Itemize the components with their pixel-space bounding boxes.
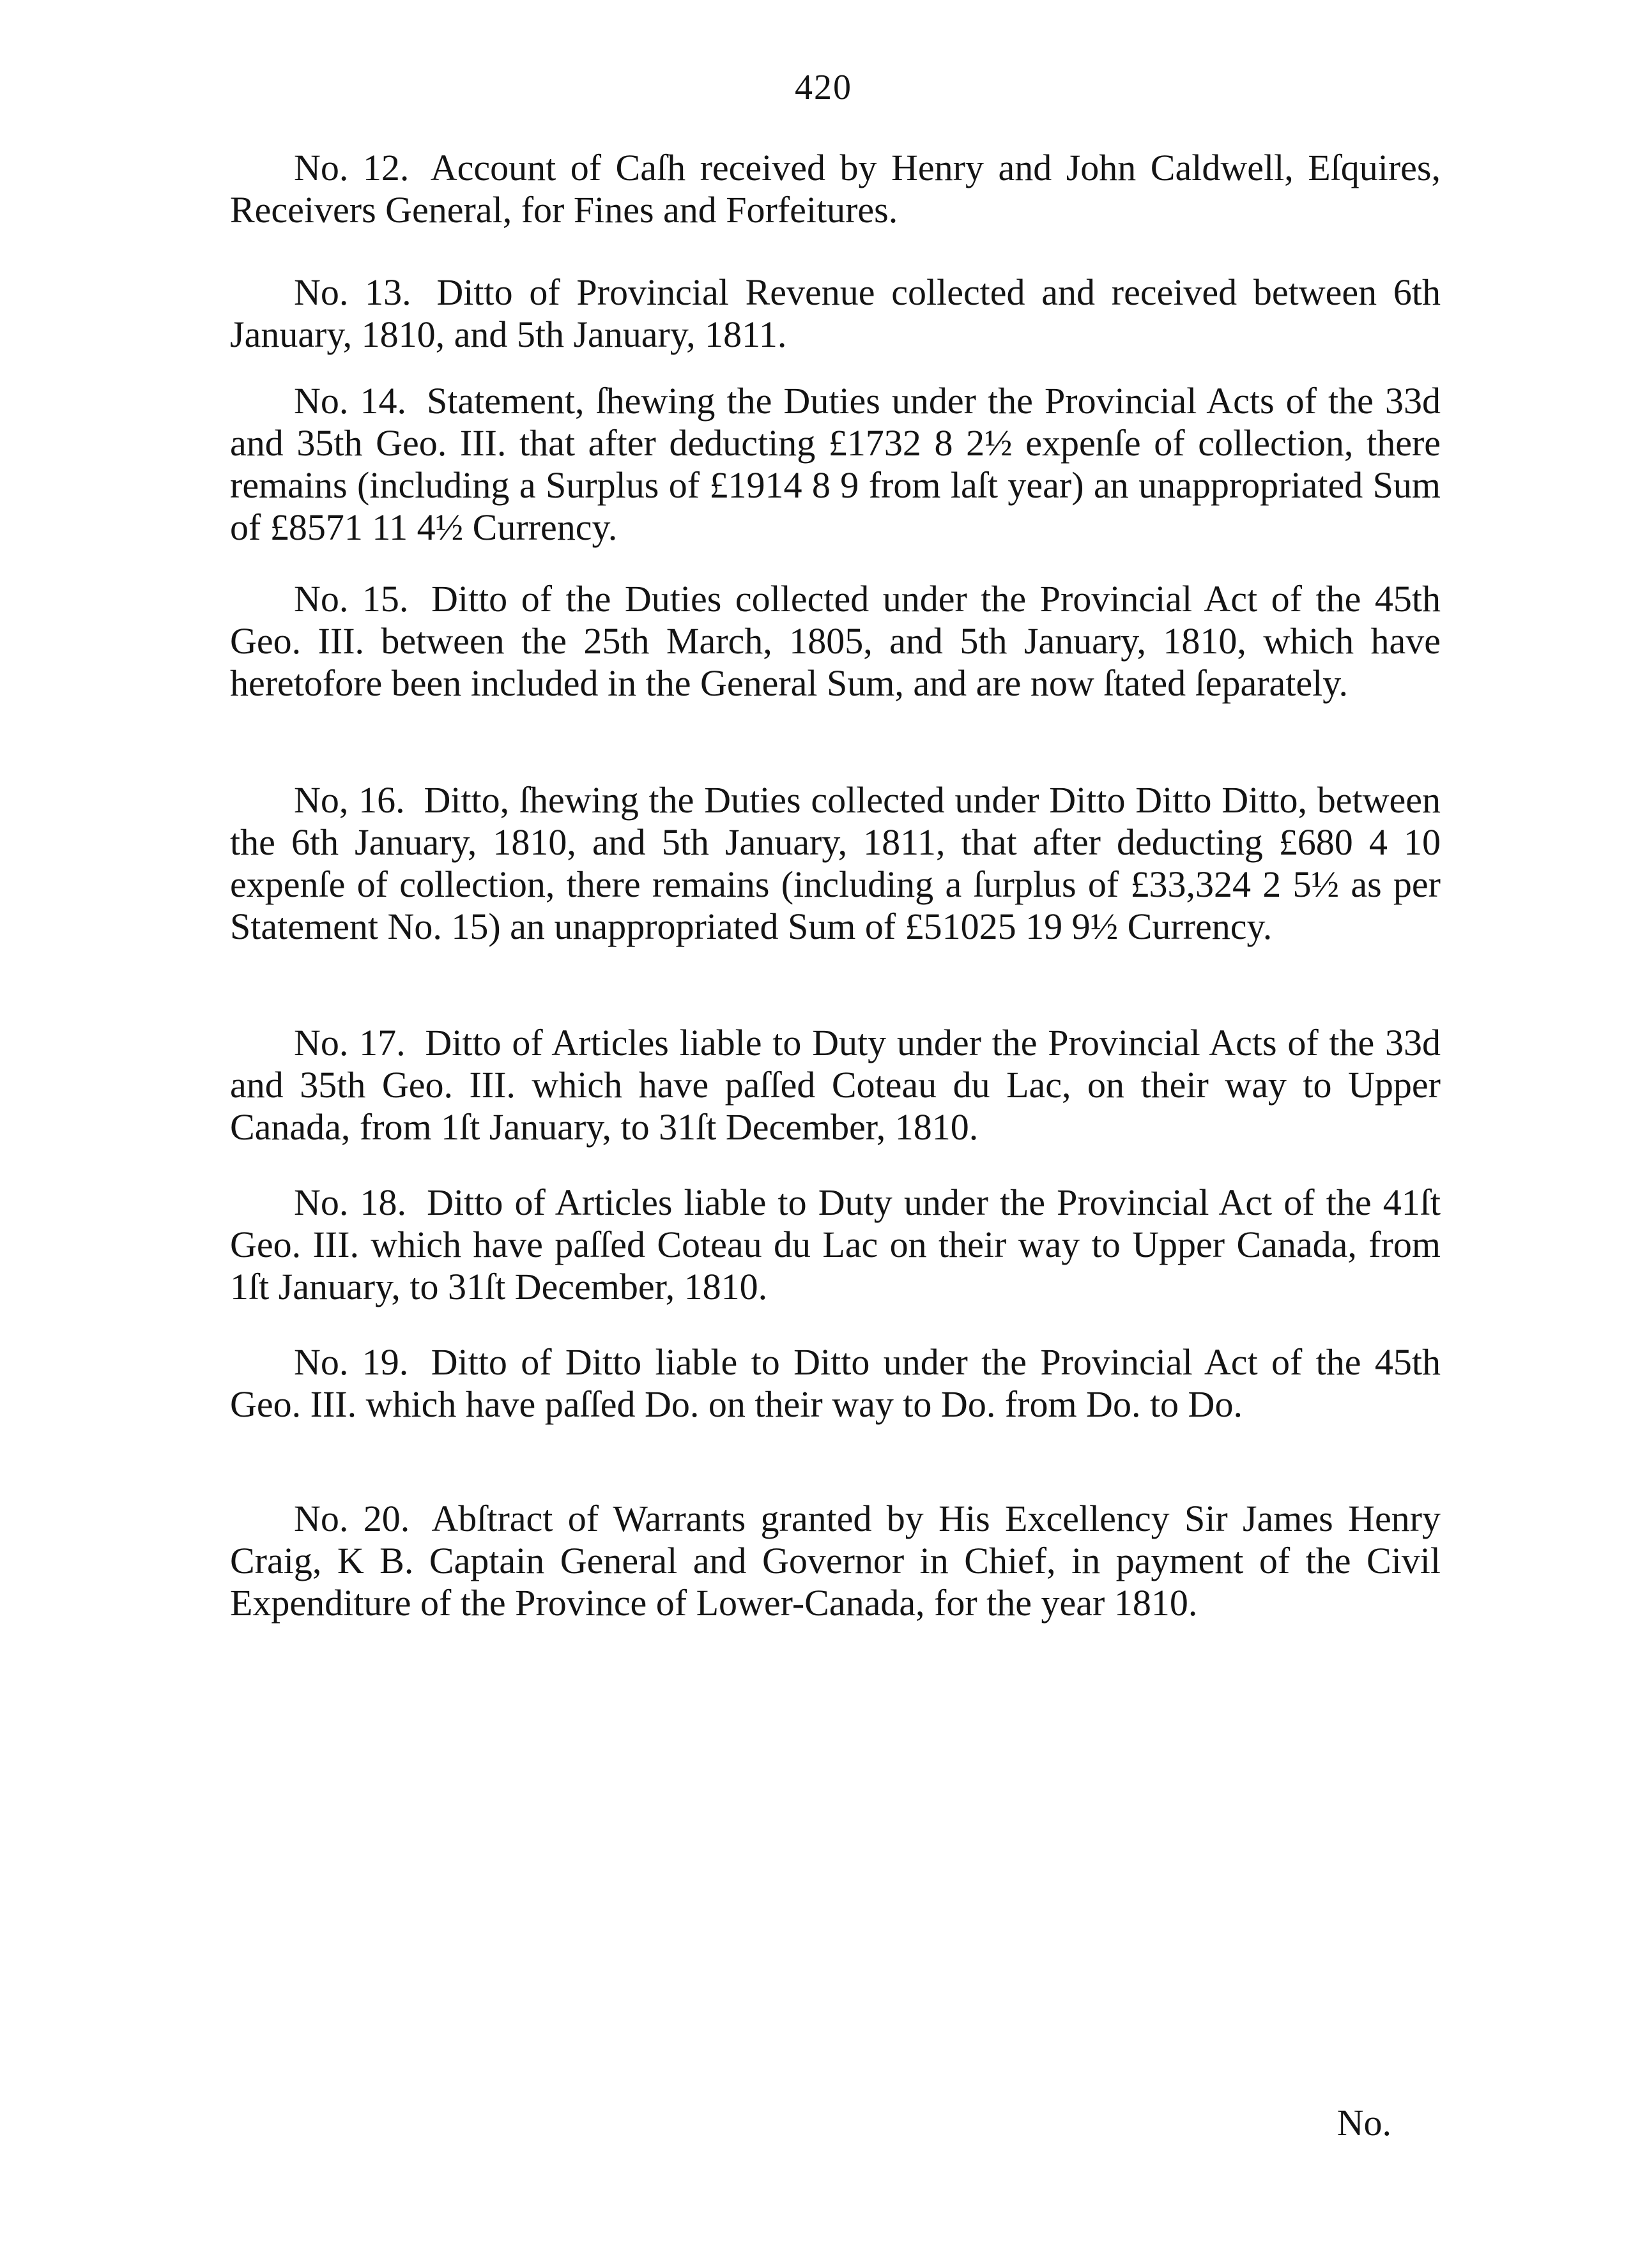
entry-text: Ditto of Provincial Revenue collected and received between 6th January, 1810, and 5th January, 1811. <box>230 271 1441 355</box>
entry-no-17 <box>230 1022 1441 1148</box>
entry-number: No. 17. <box>294 1022 406 1063</box>
entry-number: No. 12. <box>294 147 410 188</box>
catchword: No. <box>1337 2102 1391 2143</box>
entry-text: Ditto, ſhewing the Duties collected under Ditto Ditto Ditto, between the 6th January, 1810, and 5th January, 1811, that after deducting £680 4 10 expenſe of collection, there remains (including a ſurplus of £33,324 2 5½ as per Statement No. 15) an unappropriated Sum of £51025 19 9½ Currency. <box>230 779 1441 947</box>
entry-no-13 <box>230 271 1441 356</box>
entry-no-18 <box>230 1182 1441 1308</box>
entry-number: No. 15. <box>294 578 409 620</box>
entry-no-16 <box>230 779 1441 948</box>
entry-text: Account of Caſh received by Henry and John Caldwell, Eſquires, Receivers General, for Fines and Forfeitures. <box>230 147 1441 231</box>
entry-text: Ditto of Ditto liable to Ditto under the Provincial Act of the 45th Geo. III. which have paſſed Do. on their way to Do. from Do. to Do. <box>230 1341 1441 1425</box>
entry-number: No. 19. <box>294 1341 409 1383</box>
page-number: 420 <box>795 68 852 107</box>
entry-number: No. 18. <box>294 1182 407 1223</box>
entry-no-12 <box>230 147 1441 231</box>
entry-number: No. 13. <box>294 271 411 313</box>
entry-number: No. 20. <box>294 1498 410 1539</box>
entry-text: Ditto of Articles liable to Duty under the Provincial Act of the 41ſt Geo. III. which have paſſed Coteau du Lac on their way to Upper Canada, from 1ſt January, to 31ſt December, 1810. <box>230 1182 1441 1307</box>
entry-text: Statement, ſhewing the Duties under the Provincial Acts of the 33d and 35th Geo. III. that after deducting £1732 8 2½ expenſe of collection, there remains (including a Surplus of £1914 8 9 from laſt year) an unappropriated Sum of £8571 11 4½ Currency. <box>230 380 1441 548</box>
entry-text: Abſtract of Warrants granted by His Excellency Sir James Henry Craig, K B. Captain General and Governor in Chief, in payment of the Civil Expenditure of the Province of Lower-Canada, for the year 1810. <box>230 1498 1441 1624</box>
entry-no-19 <box>230 1341 1441 1426</box>
entry-text: Ditto of the Duties collected under the Provincial Act of the 45th Geo. III. between the 25th March, 1805, and 5th January, 1810, which have heretofore been included in the General Sum, and are now ſtated ſeparately. <box>230 578 1441 704</box>
entry-no-15 <box>230 578 1441 704</box>
entry-text: Ditto of Articles liable to Duty under the Provincial Acts of the 33d and 35th Geo. III. which have paſſed Coteau du Lac, on their way to Upper Canada, from 1ſt January, to 31ſt December, 1810. <box>230 1022 1441 1148</box>
entry-number: No. 14. <box>294 380 406 422</box>
entry-number: No, 16. <box>294 779 405 821</box>
entry-no-20 <box>230 1498 1441 1624</box>
entry-no-14 <box>230 380 1441 549</box>
